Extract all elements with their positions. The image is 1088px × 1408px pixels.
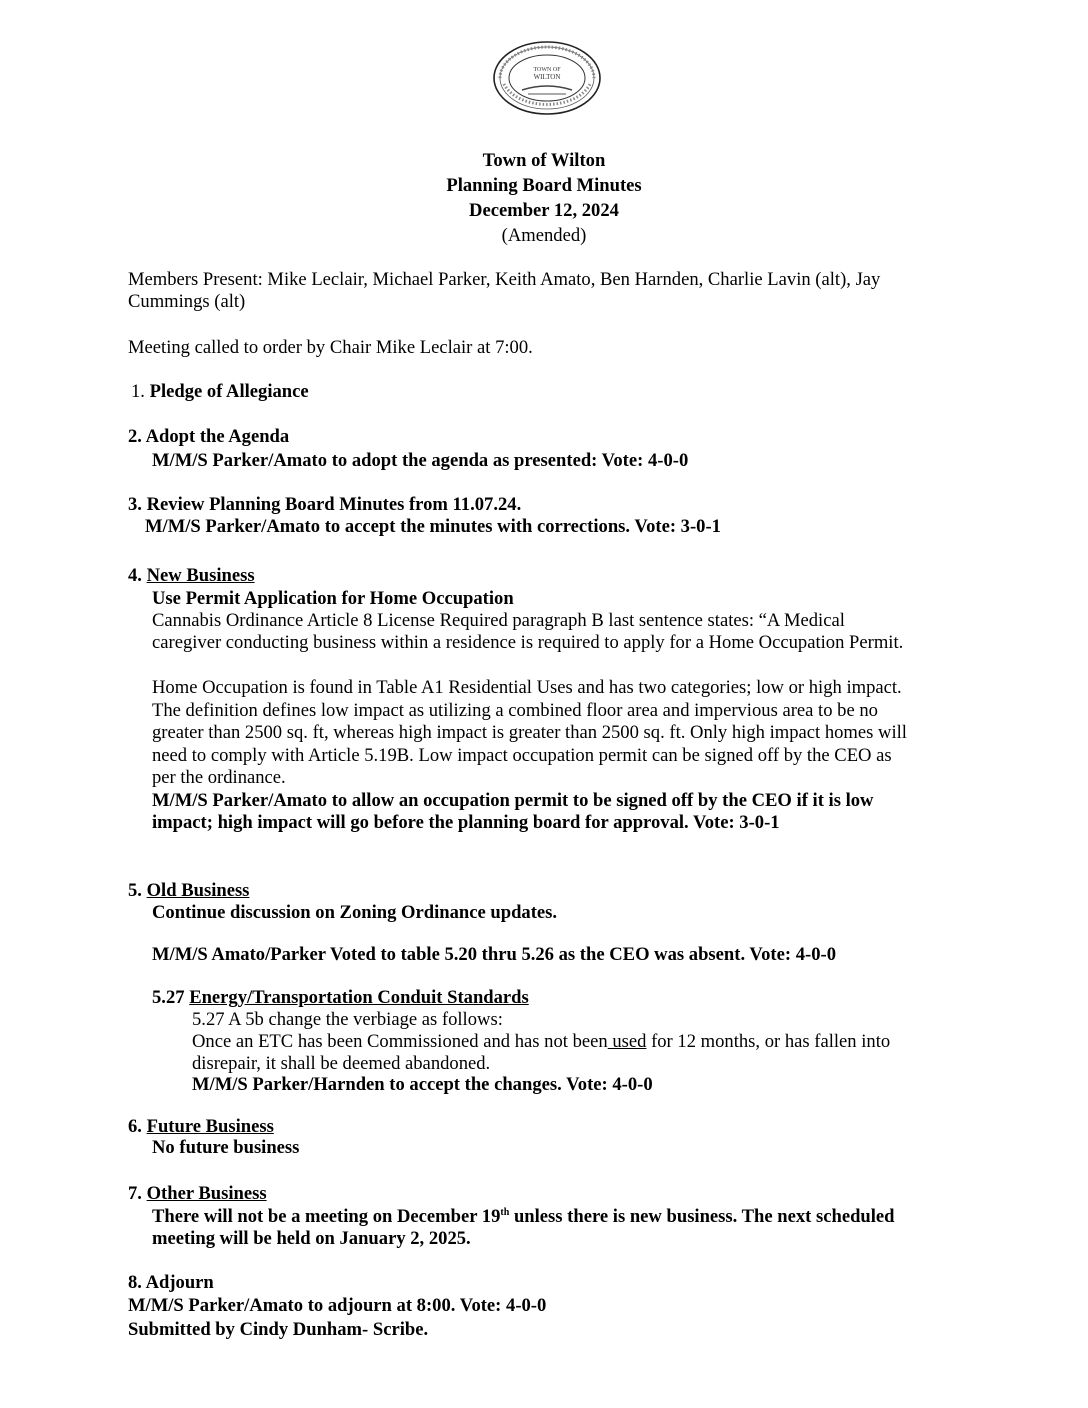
item-3-motion: M/M/S Parker/Amato to accept the minutes with corrections. Vote: 3-0-1 bbox=[145, 516, 721, 537]
page-title: Planning Board Minutes bbox=[446, 175, 642, 196]
svg-text:WILTON: WILTON bbox=[533, 73, 561, 81]
item-4-heading: 4. New Business bbox=[128, 565, 255, 586]
item-8-motion: M/M/S Parker/Amato to adjourn at 8:00. Vote: 4-0-0 bbox=[128, 1295, 547, 1316]
item-4-motion-line: impact; high impact will go before the planning board for approval. Vote: 3-0-1 bbox=[152, 812, 780, 833]
item-2-heading: 2. Adopt the Agenda bbox=[128, 426, 290, 447]
item-8-heading: 8. Adjourn bbox=[128, 1272, 214, 1293]
item-6-text: No future business bbox=[152, 1137, 300, 1158]
call-to-order: Meeting called to order by Chair Mike Leclair at 7:00. bbox=[128, 337, 533, 358]
item-5-27-line-2: Once an ETC has been Commissioned and has not been used for 12 months, or has fallen into bbox=[192, 1031, 891, 1052]
svg-text:TOWN OF: TOWN OF bbox=[533, 67, 561, 73]
item-5-27-heading: 5.27 Energy/Transportation Conduit Standards bbox=[152, 987, 529, 1008]
item-7-heading: 7. Other Business bbox=[128, 1183, 267, 1204]
members-present-line-1: Members Present: Mike Leclair, Michael Parker, Keith Amato, Ben Harnden, Charlie Lavin (alt), Jay bbox=[128, 269, 881, 290]
item-7-line-2: meeting will be held on January 2, 2025. bbox=[152, 1228, 471, 1249]
members-present-line-2: Cummings (alt) bbox=[128, 291, 246, 312]
item-4-subheading: Use Permit Application for Home Occupation bbox=[152, 588, 514, 609]
item-4-paragraph-2-line: The definition defines low impact as utilizing a combined floor area and impervious area to be no bbox=[152, 700, 878, 721]
item-4-motion-line: M/M/S Parker/Amato to allow an occupation permit to be signed off by the CEO if it is low bbox=[152, 790, 874, 811]
item-4-paragraph-2-line: greater than 2500 sq. ft, whereas high impact is greater than 2500 sq. ft. Only high impact homes will bbox=[152, 722, 907, 743]
town-seal-logo bbox=[492, 40, 602, 116]
meeting-date: December 12, 2024 bbox=[469, 200, 619, 221]
item-5-motion-table: M/M/S Amato/Parker Voted to table 5.20 thru 5.26 as the CEO was absent. Vote: 4-0-0 bbox=[152, 944, 836, 965]
item-2-motion: M/M/S Parker/Amato to adopt the agenda as presented: Vote: 4-0-0 bbox=[152, 450, 689, 471]
item-5-27-line-1: 5.27 A 5b change the verbiage as follows: bbox=[192, 1009, 503, 1030]
item-5-27-line-3: disrepair, it shall be deemed abandoned. bbox=[192, 1053, 491, 1074]
item-5-subheading: Continue discussion on Zoning Ordinance updates. bbox=[152, 902, 558, 923]
item-4-paragraph-2-line: need to comply with Article 5.19B. Low impact occupation permit can be signed off by the CEO as bbox=[152, 745, 892, 766]
item-3-heading: 3. Review Planning Board Minutes from 11.07.24. bbox=[128, 494, 522, 515]
item-6-heading: 6. Future Business bbox=[128, 1116, 274, 1137]
item-1-heading: 1. Pledge of Allegiance bbox=[131, 381, 309, 402]
submitted-by: Submitted by Cindy Dunham- Scribe. bbox=[128, 1319, 429, 1340]
item-5-heading: 5. Old Business bbox=[128, 880, 250, 901]
town-name: Town of Wilton bbox=[482, 150, 606, 171]
amended-note: (Amended) bbox=[501, 225, 587, 246]
item-5-27-motion: M/M/S Parker/Harnden to accept the changes. Vote: 4-0-0 bbox=[192, 1074, 653, 1095]
item-4-paragraph-1-line: Cannabis Ordinance Article 8 License Required paragraph B last sentence states: “A Medical bbox=[152, 610, 845, 631]
item-7-line-1: There will not be a meeting on December 19th unless there is new business. The next scheduled bbox=[152, 1206, 895, 1227]
item-4-paragraph-1-line: caregiver conducting business within a residence is required to apply for a Home Occupation Permit. bbox=[152, 632, 904, 653]
item-4-paragraph-2-line: Home Occupation is found in Table A1 Residential Uses and has two categories; low or high impact. bbox=[152, 677, 902, 698]
item-4-paragraph-2-line: per the ordinance. bbox=[152, 767, 286, 788]
